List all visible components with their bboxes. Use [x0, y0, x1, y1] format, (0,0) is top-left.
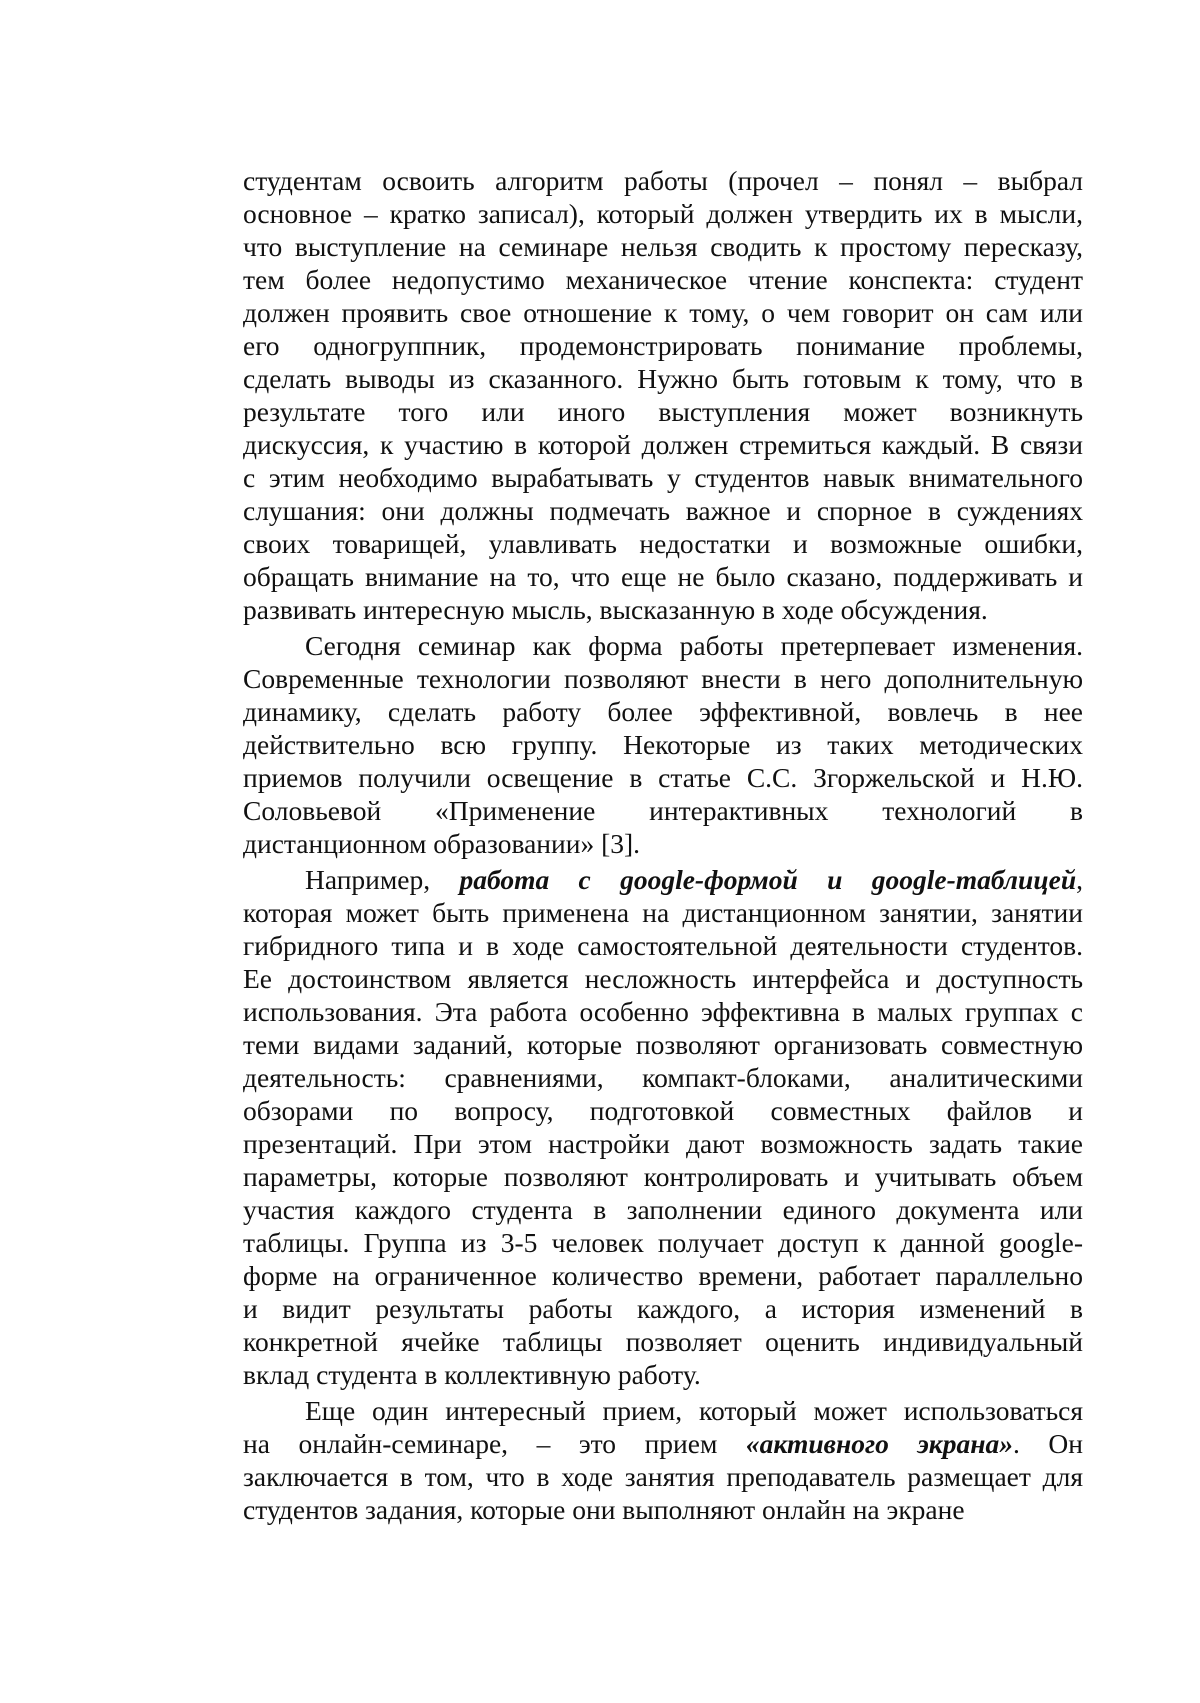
text-run: Ее достоинством является несложность интерфейса и доступность: [243, 963, 1083, 994]
body-text: [243, 164, 1083, 1526]
text-run: Соловьевой «Применение интерактивных технологий в: [243, 795, 1083, 826]
text-run: должен проявить свое отношение к тому, о чем говорит он сам или: [243, 297, 1083, 328]
text-line: [243, 1127, 1083, 1160]
text-run: дискуссия, к участию в которой должен стремиться каждый. В связи: [243, 429, 1083, 460]
text-run: деятельность: сравнениями, компакт-блоками, аналитическими: [243, 1062, 1083, 1093]
text-line: [243, 263, 1083, 296]
text-run: конкретной ячейке таблицы позволяет оценить индивидуальный: [243, 1326, 1083, 1357]
text-run: слушания: они должны подмечать важное и спорное в суждениях: [243, 495, 1083, 526]
paragraph: [243, 863, 1083, 1391]
text-line: [243, 1193, 1083, 1226]
text-run: и видит результаты работы каждого, а история изменений в: [243, 1293, 1083, 1324]
text-line: [243, 695, 1083, 728]
text-line: [243, 560, 1083, 593]
emphasized-text: «активного экрана»: [745, 1428, 1014, 1459]
text-line: [243, 896, 1083, 929]
text-line: [243, 1259, 1083, 1292]
emphasized-text: работа с google-формой и google-таблицей: [459, 864, 1077, 895]
text-line: [243, 962, 1083, 995]
text-line: [243, 1094, 1083, 1127]
text-line: [243, 494, 1083, 527]
text-line: [243, 1493, 1083, 1526]
text-line: [243, 1292, 1083, 1325]
text-run: вклад студента в коллективную работу.: [243, 1359, 701, 1390]
text-line: [243, 1028, 1083, 1061]
text-line: [243, 662, 1083, 695]
text-run: Современные технологии позволяют внести в него дополнительную: [243, 663, 1083, 694]
text-line: [243, 863, 1083, 896]
paragraph: [243, 164, 1083, 626]
text-run: таблицы. Группа из 3-5 человек получает доступ к данной google-: [243, 1227, 1083, 1258]
text-line: [243, 329, 1083, 362]
text-line: [243, 1226, 1083, 1259]
text-line: [243, 995, 1083, 1028]
text-line: [243, 395, 1083, 428]
text-run: студентов задания, которые они выполняют онлайн на экране: [243, 1494, 965, 1525]
text-run: презентаций. При этом настройки дают возможность задать такие: [243, 1128, 1083, 1159]
text-line: [243, 428, 1083, 461]
text-line: [243, 296, 1083, 329]
text-line: [243, 461, 1083, 494]
text-run: студентам освоить алгоритм работы (прочел – понял – выбрал: [243, 165, 1083, 196]
text-run: его одногруппник, продемонстрировать понимание проблемы,: [243, 330, 1083, 361]
text-line: [243, 362, 1083, 395]
text-line: [243, 929, 1083, 962]
text-run: Еще один интересный прием, который может использоваться: [305, 1395, 1083, 1426]
text-run: обзорами по вопросу, подготовкой совместных файлов и: [243, 1095, 1083, 1126]
text-line: [243, 1427, 1083, 1460]
text-line: [243, 629, 1083, 662]
text-line: [243, 164, 1083, 197]
text-line: [243, 1061, 1083, 1094]
text-run: теми видами заданий, которые позволяют организовать совместную: [243, 1029, 1083, 1060]
text-run: на онлайн-семинаре, – это прием: [243, 1428, 746, 1459]
text-line: [243, 827, 1083, 860]
text-line: [243, 1460, 1083, 1493]
text-line: [243, 1394, 1083, 1427]
text-run: использования. Эта работа особенно эффективна в малых группах с: [243, 996, 1083, 1027]
paragraph: [243, 629, 1083, 860]
text-run: основное – кратко записал), который должен утвердить их в мысли,: [243, 198, 1083, 229]
text-line: [243, 527, 1083, 560]
text-run: участия каждого студента в заполнении единого документа или: [243, 1194, 1083, 1225]
text-run: Сегодня семинар как форма работы претерпевает изменения.: [305, 630, 1083, 661]
text-run: заключается в том, что в ходе занятия преподаватель размещает для: [243, 1461, 1083, 1492]
text-run: Например,: [305, 864, 460, 895]
text-line: [243, 728, 1083, 761]
text-run: сделать выводы из сказанного. Нужно быть готовым к тому, что в: [243, 363, 1083, 394]
text-run: обращать внимание на то, что еще не было сказано, поддерживать и: [243, 561, 1083, 592]
text-run: действительно всю группу. Некоторые из таких методических: [243, 729, 1083, 760]
text-run: приемов получили освещение в статье С.С. Згоржельской и Н.Ю.: [243, 762, 1083, 793]
text-run: . Он: [1013, 1428, 1083, 1459]
text-run: с этим необходимо вырабатывать у студентов навык внимательного: [243, 462, 1083, 493]
text-run: развивать интересную мысль, высказанную в ходе обсуждения.: [243, 594, 988, 625]
text-run: результате того или иного выступления может возникнуть: [243, 396, 1083, 427]
text-run: что выступление на семинаре нельзя сводить к простому пересказу,: [243, 231, 1083, 262]
text-line: [243, 197, 1083, 230]
text-run: динамику, сделать работу более эффективной, вовлечь в нее: [243, 696, 1083, 727]
text-line: [243, 1358, 1083, 1391]
text-run: своих товарищей, улавливать недостатки и возможные ошибки,: [243, 528, 1083, 559]
text-run: дистанционном образовании» [3].: [243, 828, 641, 859]
text-line: [243, 794, 1083, 827]
text-run: ,: [1076, 864, 1083, 895]
text-line: [243, 1160, 1083, 1193]
text-line: [243, 761, 1083, 794]
text-line: [243, 230, 1083, 263]
text-run: форме на ограниченное количество времени, работает параллельно: [243, 1260, 1083, 1291]
text-run: которая может быть применена на дистанционном занятии, занятии: [243, 897, 1083, 928]
text-run: гибридного типа и в ходе самостоятельной деятельности студентов.: [243, 930, 1083, 961]
text-run: тем более недопустимо механическое чтение конспекта: студент: [243, 264, 1083, 295]
text-run: параметры, которые позволяют контролировать и учитывать объем: [243, 1161, 1083, 1192]
text-line: [243, 1325, 1083, 1358]
text-line: [243, 593, 1083, 626]
paragraph: [243, 1394, 1083, 1526]
